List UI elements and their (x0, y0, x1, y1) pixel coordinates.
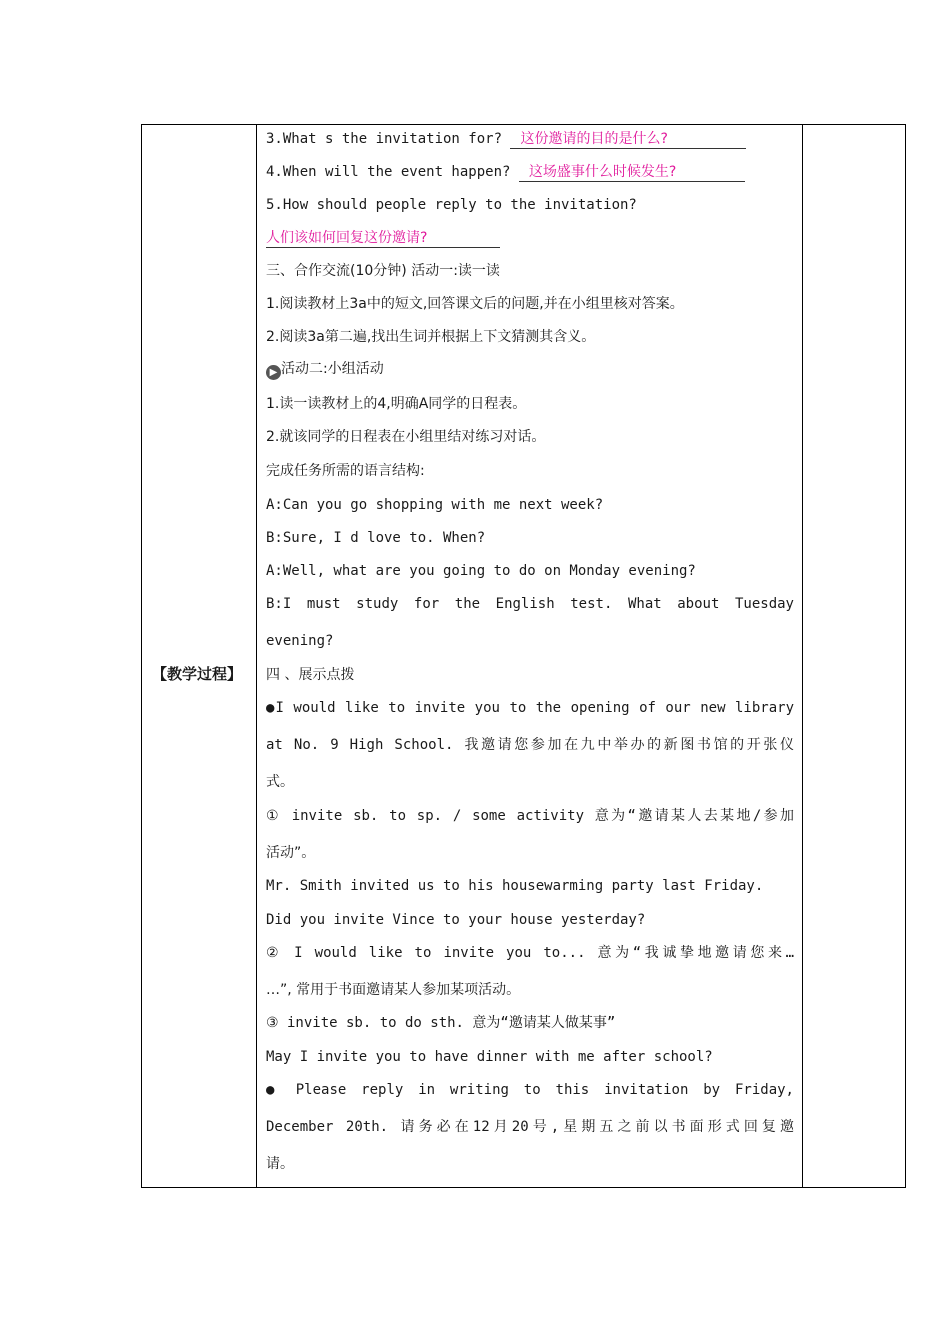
point-2-cont: December 20th. 请务必在12月20号,星期五之前以书面形式回复邀 (266, 1119, 794, 1135)
play-circle-icon: ▶ (266, 365, 281, 380)
lesson-table (141, 124, 906, 1188)
section-3-step-2: 2.阅读3a第二遍,找出生词并根据上下文猜测其含义。 (266, 329, 596, 345)
example-sentence: Did you invite Vince to your house yesterday? (266, 912, 646, 928)
structure-label: 完成任务所需的语言结构: (266, 463, 425, 479)
point-1: ●I would like to invite you to the opening of our new library (266, 700, 794, 716)
note-3: ③ invite sb. to do sth. 意为“邀请某人做某事” (266, 1015, 616, 1031)
point-2: ● Please reply in writing to this invitation by Friday, (266, 1082, 794, 1098)
answer-4: 这场盛事什么时候发生? (519, 163, 745, 182)
note-1: ① invite sb. to sp. / some activity 意为“邀请某人去某地/参加 (266, 808, 794, 824)
answer-5: 人们该如何回复这份邀请? (266, 229, 500, 248)
question-4: 4.When will the event happen? 这场盛事什么时候发生? (266, 162, 794, 182)
dialogue-line: B:I must study for the English test. What about Tuesday (266, 596, 794, 612)
point-1-cont: at No. 9 High School. 我邀请您参加在九中举办的新图书馆的开张仪 (266, 737, 794, 753)
dialogue-line: A:Can you go shopping with me next week? (266, 497, 604, 513)
example-sentence: Mr. Smith invited us to his housewarming party last Friday. (266, 878, 764, 894)
example-sentence: May I invite you to have dinner with me after school? (266, 1049, 713, 1065)
label-column (142, 125, 257, 1187)
point-1-end: 式。 (266, 774, 294, 790)
section-3-heading: 三、合作交流(10分钟) 活动一:读一读 (266, 263, 500, 279)
section-3-step-1: 1.阅读教材上3a中的短文,回答课文后的问题,并在小组里核对答案。 (266, 296, 684, 312)
activity-2-heading: ▶ 活动二:小组活动 (266, 359, 794, 380)
dialogue-line: A:Well, what are you going to do on Monday evening? (266, 563, 696, 579)
question-5: 5.How should people reply to the invitation? (266, 197, 637, 213)
dialogue-line: evening? (266, 633, 334, 649)
activity-2-step-2: 2.就该同学的日程表在小组里结对练习对话。 (266, 429, 546, 445)
dialogue-line: B:Sure, I d love to. When? (266, 530, 486, 546)
activity-2-step-1: 1.读一读教材上的4,明确A同学的日程表。 (266, 396, 527, 412)
point-2-end: 请。 (266, 1156, 294, 1172)
note-2: ② I would like to invite you to... 意为“我诚挚地邀请您来… (266, 945, 794, 961)
note-1-end: 活动”。 (266, 845, 316, 861)
note-2-end: …”, 常用于书面邀请某人参加某项活动。 (266, 982, 521, 998)
question-3: 3.What s the invitation for? 这份邀请的目的是什么? (266, 129, 794, 149)
answer-3: 这份邀请的目的是什么? (510, 130, 746, 149)
section-4-heading: 四 、展示点拨 (266, 667, 355, 683)
question-5-answer-line (266, 228, 794, 248)
content-column (257, 125, 803, 1187)
section-label: 【教学过程】 (152, 665, 243, 683)
notes-column (803, 125, 905, 1187)
